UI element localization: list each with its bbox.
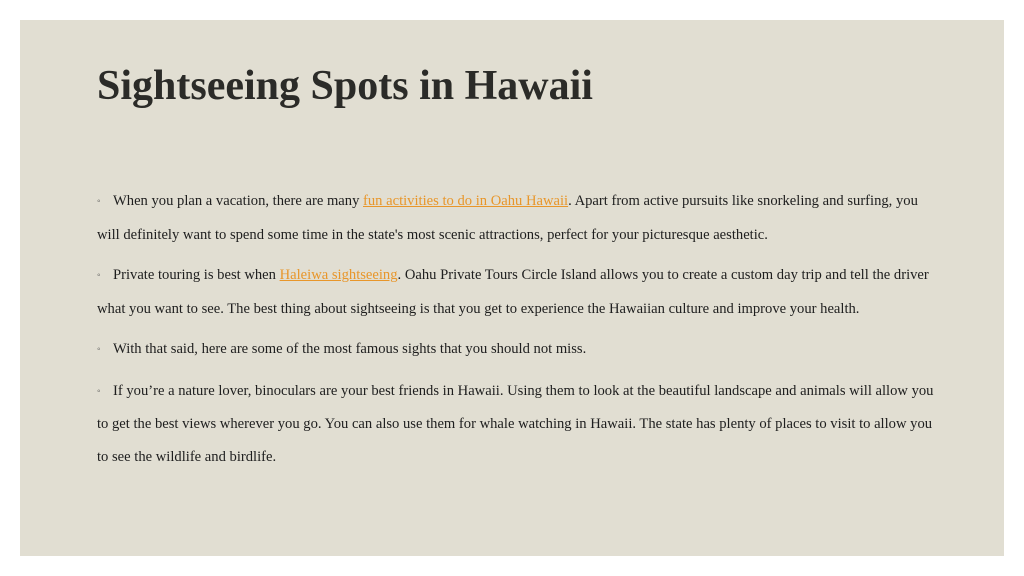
hollow-bullet-icon: ◦ xyxy=(97,270,101,281)
bullet-item xyxy=(97,259,935,325)
bullet-text: With that said, here are some of the most famous sights that you should not miss. xyxy=(113,341,587,357)
bullet-text: . Apart from active pursuits like snorkeling and surfing, you will definitely want to spend some time in the state's most scenic attractions, perfect for your picturesque aesthetic. xyxy=(97,193,918,243)
bullet-item xyxy=(97,333,935,367)
hollow-bullet-icon: ◦ xyxy=(97,344,101,355)
bullet-text: Private touring is best when xyxy=(113,267,280,283)
hollow-bullet-icon: ◦ xyxy=(97,385,101,397)
bullet-text: When you plan a vacation, there are many xyxy=(113,193,364,209)
hollow-bullet-icon: ◦ xyxy=(97,196,101,207)
slide xyxy=(20,20,1004,556)
bullet-text: If you’re a nature lover, binoculars are your best friends in Hawaii. Using them to look at the beautiful landscape and animals will allow you to get the best views wherever you go. You can also use them for whale watching in Hawaii. The state has plenty of places to visit to allow you to see the wildlife and birdlife. xyxy=(97,382,934,465)
bullet-text: . Oahu Private Tours Circle Island allows you to create a custom day trip and tell the driver what you want to see. The best thing about sightseeing is that you get to experience the Hawaiian culture and improve your health. xyxy=(97,267,929,317)
bullet-item xyxy=(97,185,935,251)
haleiwa-sightseeing-link[interactable]: Haleiwa sightseeing xyxy=(279,267,398,283)
bullet-list xyxy=(97,185,935,481)
oahu-activities-link[interactable]: fun activities to do in Oahu Hawaii xyxy=(363,193,569,209)
slide-title: Sightseeing Spots in Hawaii xyxy=(97,63,593,109)
bullet-item xyxy=(97,375,935,474)
